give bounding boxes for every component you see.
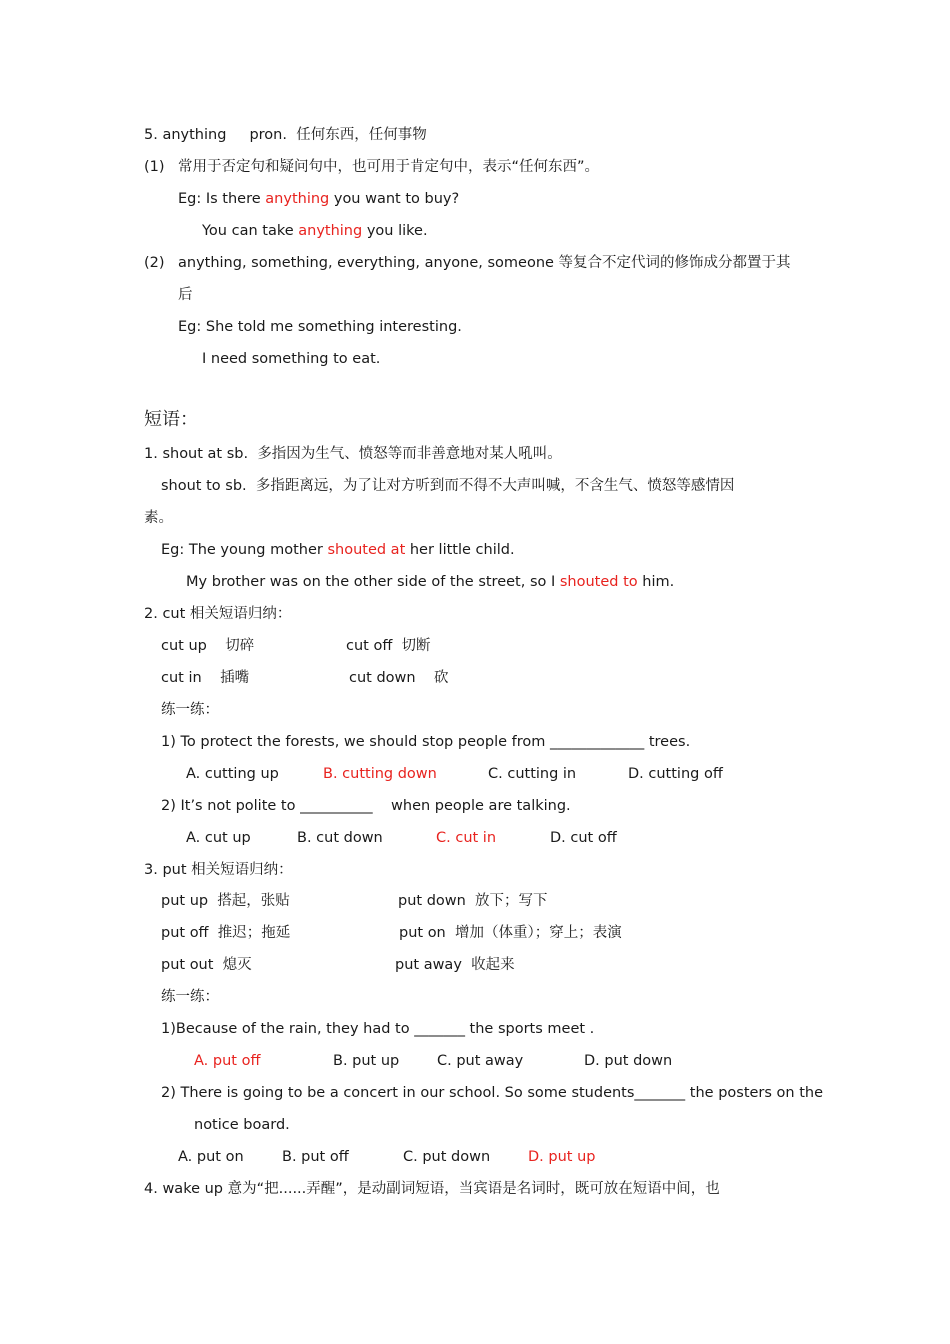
phrase-cn: 搭起，张贴	[217, 893, 290, 909]
answer-option-correct: B. cutting down	[323, 766, 437, 782]
answer-option: D. put down	[584, 1053, 673, 1069]
phrase-en: cut up	[161, 638, 207, 654]
point-2-text: anything, something, everything, anyone, someone 等复合不定代词的修饰成分都置于其	[178, 255, 791, 271]
point-1-number: (1)	[144, 159, 165, 175]
example-text: My brother was on the other side of the street, so I	[186, 574, 560, 590]
highlight-word: shouted to	[559, 574, 638, 590]
phrase-en: shout to sb.	[161, 478, 247, 494]
phrase-cn: 放下；写下	[475, 893, 548, 909]
phrase-2-title: 2. cut 相关短语归纳：	[144, 606, 292, 622]
answer-option: B. put up	[333, 1053, 400, 1069]
point-2-text-cont: 后	[178, 287, 193, 303]
answer-option: C. cutting in	[488, 766, 577, 782]
practice-label: 练一练：	[161, 702, 219, 718]
point-2-number: (2)	[144, 255, 165, 271]
highlight-word: anything	[265, 191, 330, 207]
phrase-en: put off	[161, 925, 209, 941]
phrase-entry	[349, 668, 449, 688]
vocab-pos: pron.	[249, 127, 287, 143]
phrase-en: cut off	[346, 638, 393, 654]
answer-option-correct: A. put off	[194, 1053, 261, 1069]
phrase-cn: 推迟；拖延	[217, 925, 291, 941]
question: 2) There is going to be a concert in our school. So some students_______ the posters on the	[161, 1085, 824, 1101]
phrase-en: put up	[161, 893, 209, 909]
phrase-1-line	[144, 444, 562, 464]
answer-option: A. cutting up	[186, 766, 279, 782]
practice-label: 练一练：	[161, 989, 219, 1005]
example-text: her little child.	[405, 542, 515, 558]
question: 1) To protect the forests, we should stop people from _____________ trees.	[161, 734, 691, 750]
phrase-3-title: 3. put 相关短语归纳：	[144, 862, 293, 878]
example-text: him.	[637, 574, 675, 590]
phrase-entry	[161, 668, 249, 688]
example-text: Eg: Is there	[178, 191, 266, 207]
phrase-entry	[161, 636, 254, 656]
answer-option-correct: D. put up	[528, 1149, 596, 1165]
point-1-text: 常用于否定句和疑问句中，也可用于肯定句中，表示“任何东西”。	[178, 159, 600, 175]
phrase-cn: 熄灭	[222, 957, 252, 973]
phrase-4-line: 4. wake up 意为“把......弄醒”，是动副词短语，当宾语是名词时，既可放在短语中间，也	[144, 1181, 720, 1197]
phrase-entry	[161, 923, 290, 943]
answer-option: B. put off	[282, 1149, 349, 1165]
question-cont: notice board.	[194, 1117, 290, 1133]
answer-option-correct: C. cut in	[436, 830, 497, 846]
phrase-en: put down	[398, 893, 466, 909]
phrase-entry	[161, 955, 252, 975]
phrase-cn: 多指因为生气、愤怒等而非善意地对某人吼叫。	[257, 446, 562, 462]
question: 2) It’s not polite to __________ when people are talking.	[161, 798, 571, 814]
example-text: Eg: The young mother	[161, 542, 328, 558]
phrase-cn: 收起来	[471, 957, 515, 973]
example-line: I need something to eat.	[202, 351, 381, 367]
phrase-en: put out	[161, 957, 214, 973]
phrase-en: cut in	[161, 670, 202, 686]
highlight-word: shouted at	[327, 542, 406, 558]
answer-option: B. cut down	[297, 830, 383, 846]
phrase-cn: 切断	[401, 638, 431, 654]
answer-option: D. cutting off	[628, 766, 723, 782]
answer-option: C. put down	[403, 1149, 491, 1165]
highlight-word: anything	[298, 223, 363, 239]
question: 1)Because of the rain, they had to _______ the sports meet .	[161, 1021, 595, 1037]
phrase-entry	[161, 891, 290, 911]
example-text: you want to buy?	[329, 191, 460, 207]
vocab-meaning: 任何东西，任何事物	[296, 127, 427, 143]
phrase-cn: 多指距离远，为了让对方听到而不得不大声叫喊，不含生气、愤怒等感情因	[255, 478, 735, 494]
example-line	[202, 221, 428, 241]
example-line	[178, 189, 459, 209]
phrase-en: cut down	[349, 670, 416, 686]
example-line	[161, 540, 515, 560]
phrase-entry	[346, 636, 431, 656]
example-line	[186, 572, 674, 592]
phrase-1-line	[161, 476, 734, 496]
answer-option: A. cut up	[186, 830, 251, 846]
phrase-en: 1. shout at sb.	[144, 446, 249, 462]
phrase-cn: 切碎	[225, 638, 255, 654]
phrase-entry	[399, 923, 622, 943]
phrase-entry	[395, 955, 515, 975]
phrase-cn: 砍	[434, 670, 449, 686]
vocab-word: 5. anything	[144, 127, 227, 143]
answer-option: A. put on	[178, 1149, 244, 1165]
phrase-cn: 插嘴	[220, 670, 250, 686]
phrase-entry	[398, 891, 548, 911]
example-line: Eg: She told me something interesting.	[178, 319, 462, 335]
example-text: you like.	[362, 223, 428, 239]
section-heading: 短语：	[144, 409, 198, 430]
answer-option: D. cut off	[550, 830, 617, 846]
vocab-title-line	[144, 125, 427, 145]
phrase-cn: 增加（体重）；穿上；表演	[454, 925, 622, 941]
phrase-en: put away	[395, 957, 462, 973]
phrase-en: put on	[399, 925, 446, 941]
answer-option: C. put away	[437, 1053, 524, 1069]
example-text: You can take	[202, 223, 299, 239]
phrase-1-cont: 素。	[144, 510, 173, 526]
